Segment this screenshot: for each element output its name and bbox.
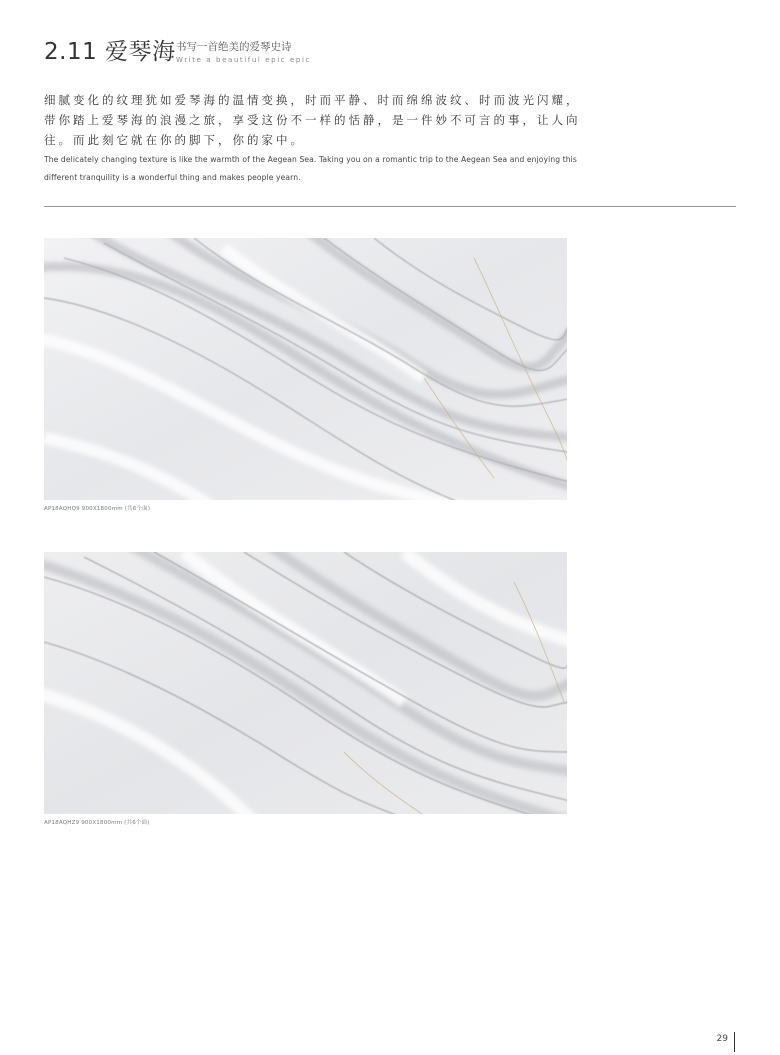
product-caption-2: AP18AQHZ9 900X1800mm (共6个面) bbox=[44, 820, 150, 826]
section-subtitle-cn: 书写一首绝美的爱琴史诗 bbox=[176, 41, 292, 53]
marble-texture-icon bbox=[44, 238, 567, 500]
page-number: 29 bbox=[716, 1034, 728, 1044]
product-image-1 bbox=[44, 238, 567, 500]
page-number-bar bbox=[734, 1032, 735, 1052]
section-divider bbox=[44, 206, 736, 207]
section-subtitle-en: Write a beautiful epic epic bbox=[176, 56, 311, 64]
intro-text-cn: 细腻变化的纹理犹如爱琴海的温情变换，时而平静、时而绵绵波纹、时而波光闪耀，带你踏上爱琴海的浪漫之旅，享受这份不一样的恬静，是一件妙不可言的事，让人向往。而此刻它就在你的脚下，你的家中。 bbox=[44, 93, 581, 147]
intro-text-en: The delicately changing texture is like the warmth of the Aegean Sea. Taking you on a romantic trip to the Aegean Sea and enjoying this different tranquility is a wonderful thing and makes people yearn. bbox=[44, 155, 577, 182]
section-title: 2.11 爱琴海 bbox=[44, 39, 176, 65]
product-image-2 bbox=[44, 552, 567, 814]
product-caption-1: AP18AQHQ9 900X1800mm (共6个面) bbox=[44, 506, 151, 512]
marble-texture-icon bbox=[44, 552, 567, 814]
